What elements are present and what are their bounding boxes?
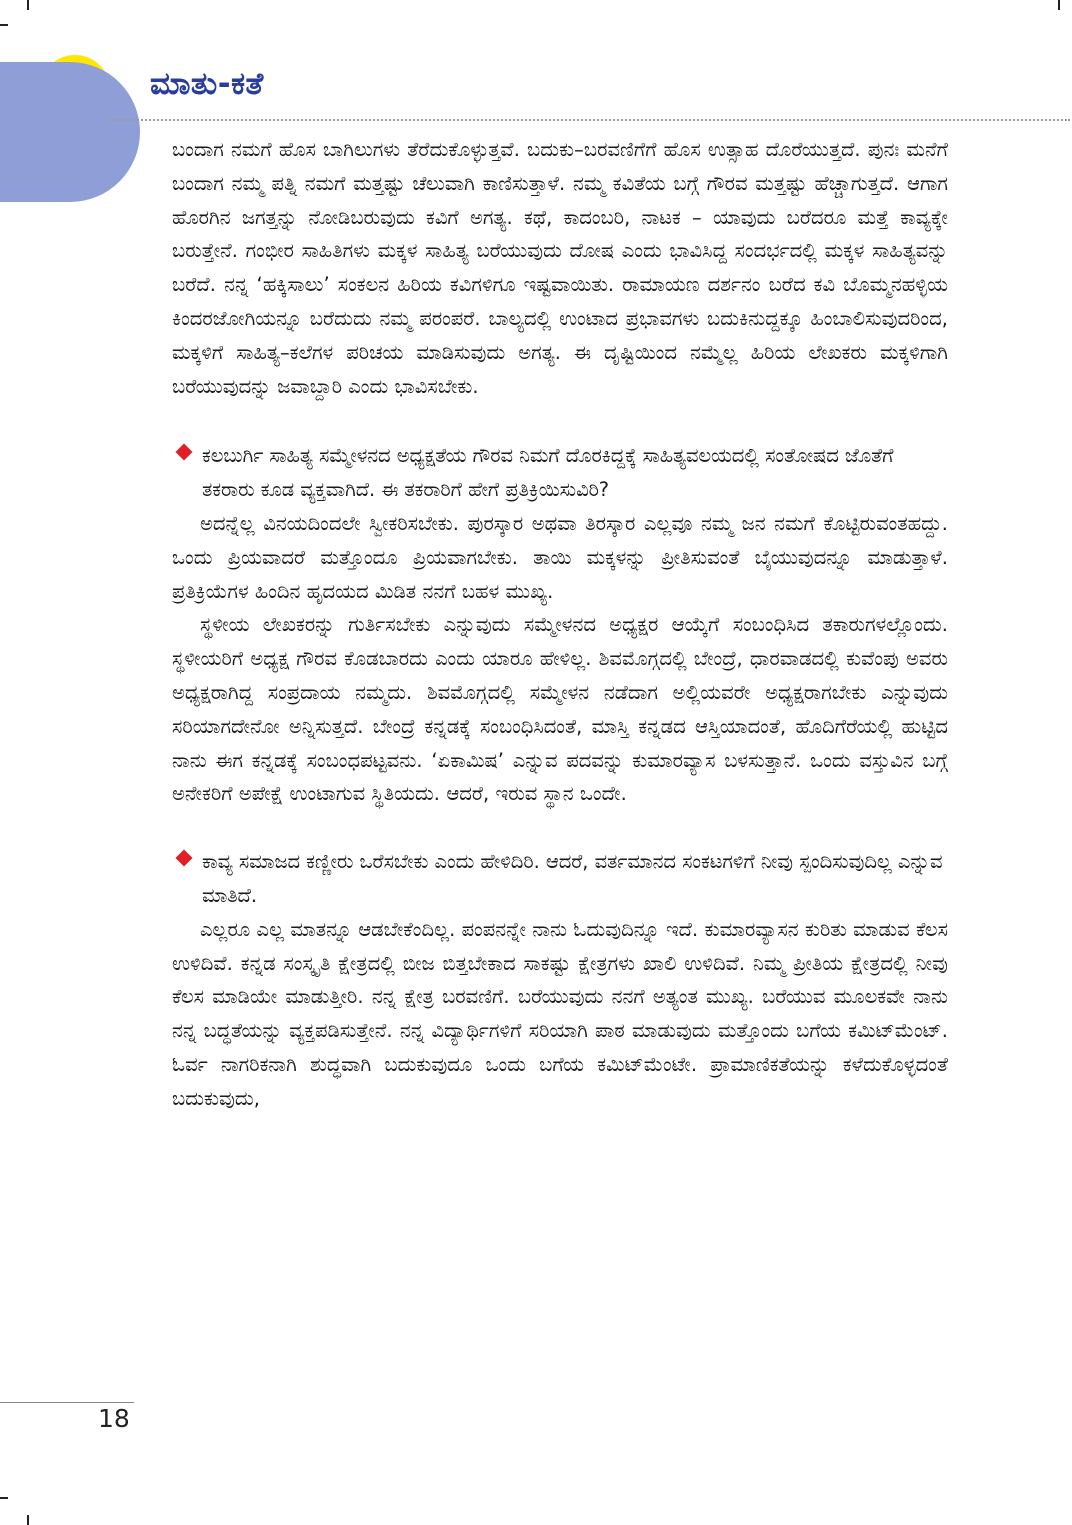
question-1 xyxy=(172,439,948,507)
crop-mark-left-upper xyxy=(0,24,8,26)
paragraph: ಬಂದಾಗ ನಮಗೆ ಹೊಸ ಬಾಗಿಲುಗಳು ತೆರೆದುಕೊಳ್ಳುತ್ತವೆ. ಬದುಕು–ಬರವಣಿಗೆಗೆ ಹೊಸ ಉತ್ಸಾಹ ದೊರೆಯುತ್ತದೆ. ಪುನಃ ಮನೆಗೆ ಬಂದಾಗ ನಮ್ಮ ಪತ್ನಿ ನಮಗೆ ಮತ್ತಷ್ಟು ಚೆಲುವಾಗಿ ಕಾಣಿಸುತ್ತಾಳೆ. ನಮ್ಮ ಕವಿತೆಯ ಬಗ್ಗೆ ಗೌರವ ಮತ್ತಷ್ಟು ಹೆಚ್ಚಾಗುತ್ತದೆ. ಆಗಾಗ ಹೊರಗಿನ ಜಗತ್ತನ್ನು ನೋಡಿಬರುವುದು ಕವಿಗೆ ಅಗತ್ಯ. ಕಥೆ, ಕಾದಂಬರಿ, ನಾಟಕ – ಯಾವುದು ಬರೆದರೂ ಮತ್ತೆ ಕಾವ್ಯಕ್ಕೇ ಬರುತ್ತೇನೆ. ಗಂಭೀರ ಸಾಹಿತಿಗಳು ಮಕ್ಕಳ ಸಾಹಿತ್ಯ ಬರೆಯುವುದು ದೋಷ ಎಂದು ಭಾವಿಸಿದ್ದ ಸಂದರ್ಭದಲ್ಲಿ ಮಕ್ಕಳ ಸಾಹಿತ್ಯವನ್ನು ಬರೆದೆ. ನನ್ನ ‘ಹಕ್ಕಿಸಾಲು’ ಸಂಕಲನ ಹಿರಿಯ ಕವಿಗಳಿಗೂ ಇಷ್ಟವಾಯಿತು. ರಾಮಾಯಣ ದರ್ಶನಂ ಬರೆದ ಕವಿ ಬೊಮ್ಮನಹಳ್ಳಿಯ ಕಿಂದರಜೋಗಿಯನ್ನೂ ಬರೆದುದು ನಮ್ಮ ಪರಂಪರೆ. ಬಾಲ್ಯದಲ್ಲಿ ಉಂಟಾದ ಪ್ರಭಾವಗಳು ಬದುಕಿನುದ್ದಕ್ಕೂ ಹಿಂಬಾಲಿಸುವುದರಿಂದ, ಮಕ್ಕಳಿಗೆ ಸಾಹಿತ್ಯ–ಕಲೆಗಳ ಪರಿಚಯ ಮಾಡಿಸುವುದು ಅಗತ್ಯ. ಈ ದೃಷ್ಟಿಯಿಂದ ನಮ್ಮೆಲ್ಲ ಹಿರಿಯ ಲೇಖಕರು ಮಕ್ಕಳಿಗಾಗಿ ಬರೆಯುವುದನ್ನು ಜವಾಬ್ದಾರಿ ಎಂದು ಭಾವಿಸಬೇಕು. xyxy=(172,138,948,398)
decorative-blue-semicircle xyxy=(0,62,140,202)
article-body xyxy=(172,133,948,1116)
red-diamond-bullet-icon xyxy=(176,444,193,461)
answer-paragraph: ಎಲ್ಲರೂ ಎಲ್ಲ ಮಾತನ್ನೂ ಆಡಬೇಕೆಂದಿಲ್ಲ. ಪಂಪನನ್ನೇ ನಾನು ಓದುವುದಿನ್ನೂ ಇದೆ. ಕುಮಾರವ್ಯಾಸನ ಕುರಿತು ಮಾಡುವ ಕೆಲಸ ಉಳಿದಿವೆ. ಕನ್ನಡ ಸಂಸ್ಕೃತಿ ಕ್ಷೇತ್ರದಲ್ಲಿ ಬೀಜ ಬಿತ್ತಬೇಕಾದ ಸಾಕಷ್ಟು ಕ್ಷೇತ್ರಗಳು ಖಾಲಿ ಉಳಿದಿವೆ. ನಿಮ್ಮ ಪ್ರೀತಿಯ ಕ್ಷೇತ್ರದಲ್ಲಿ ನೀವು ಕೆಲಸ ಮಾಡಿಯೇ ಮಾಡುತ್ತೀರಿ. ನನ್ನ ಕ್ಷೇತ್ರ ಬರವಣಿಗೆ. ಬರೆಯುವುದು ನನಗೆ ಅತ್ಯಂತ ಮುಖ್ಯ. ಬರೆಯುವ ಮೂಲಕವೇ ನಾನು ನನ್ನ ಬದ್ಧತೆಯನ್ನು ವ್ಯಕ್ತಪಡಿಸುತ್ತೇನೆ. ನನ್ನ ವಿದ್ಯಾರ್ಥಿಗಳಿಗೆ ಸರಿಯಾಗಿ ಪಾಠ ಮಾಡುವುದು ಮತ್ತೊಂದು ಬಗೆಯ ಕಮಿಟ್‌ಮೆಂಟ್. ಓರ್ವ ನಾಗರಿಕನಾಗಿ ಶುದ್ಧವಾಗಿ ಬದುಕುವುದೂ ಒಂದು ಬಗೆಯ ಕಮಿಟ್‌ಮೆಂಟೇ. ಪ್ರಾಮಾಣಿಕತೆಯನ್ನು ಕಳೆದುಕೊಳ್ಳದಂತೆ ಬದುಕುವುದು, xyxy=(172,917,948,1110)
crop-mark-left-lower xyxy=(0,1497,8,1499)
question-text: ಕಲಬುರ್ಗಿ ಸಾಹಿತ್ಯ ಸಮ್ಮೇಳನದ ಅಧ್ಯಕ್ಷತೆಯ ಗೌರವ ನಿಮಗೆ ದೊರಕಿದ್ದಕ್ಕೆ ಸಾಹಿತ್ಯವಲಯದಲ್ಲಿ ಸಂತೋಷದ ಜೊತೆಗೆ ತಕರಾರು ಕೂಡ ವ್ಯಕ್ತವಾಗಿದೆ. ಈ ತಕರಾರಿಗೆ ಹೇಗೆ ಪ್ರತಿಕ್ರಿಯಿಸುವಿರಿ? xyxy=(202,444,894,502)
dotted-divider xyxy=(110,119,1070,121)
section-title: ಮಾತು-ಕತೆ xyxy=(150,66,264,102)
answer-paragraph: ಅದನ್ನೆಲ್ಲ ವಿನಯದಿಂದಲೇ ಸ್ವೀಕರಿಸಬೇಕು. ಪುರಸ್ಕಾರ ಅಥವಾ ತಿರಸ್ಕಾರ ಎಲ್ಲವೂ ನಮ್ಮ ಜನ ನಮಗೆ ಕೊಟ್ಟಿರುವಂತಹದ್ದು. ಒಂದು ಪ್ರಿಯವಾದರೆ ಮತ್ತೊಂದೂ ಪ್ರಿಯವಾಗಬೇಕು. ತಾಯಿ ಮಕ್ಕಳನ್ನು ಪ್ರೀತಿಸುವಂತೆ ಬೈಯುವುದನ್ನೂ ಮಾಡುತ್ತಾಳೆ. ಪ್ರತಿಕ್ರಿಯೆಗಳ ಹಿಂದಿನ ಹೃದಯದ ಮಿಡಿತ ನನಗೆ ಬಹಳ ಮುಖ್ಯ. xyxy=(172,511,948,603)
page-number: 18 xyxy=(98,1404,130,1433)
crop-mark-bottom-left xyxy=(27,1515,29,1525)
crop-mark-top-left xyxy=(27,0,29,10)
question-text: ಕಾವ್ಯ ಸಮಾಜದ ಕಣ್ಣೀರು ಒರೆಸಬೇಕು ಎಂದು ಹೇಳಿದಿರಿ. ಆದರೆ, ವರ್ತಮಾನದ ಸಂಕಟಗಳಿಗೆ ನೀವು ಸ್ಪಂದಿಸುವುದಿಲ್ಲ ಎನ್ನುವ ಮಾತಿದೆ. xyxy=(202,850,943,907)
red-diamond-bullet-icon xyxy=(176,850,193,867)
answer-paragraph: ಸ್ಥಳೀಯ ಲೇಖಕರನ್ನು ಗುರ್ತಿಸಬೇಕು ಎನ್ನುವುದು ಸಮ್ಮೇಳನದ ಅಧ್ಯಕ್ಷರ ಆಯ್ಕೆಗೆ ಸಂಬಂಧಿಸಿದ ತಕಾರುಗಳಲ್ಲೊಂದು. ಸ್ಥಳೀಯರಿಗೆ ಅಧ್ಯಕ್ಷ ಗೌರವ ಕೊಡಬಾರದು ಎಂದು ಯಾರೂ ಹೇಳಿಲ್ಲ. ಶಿವಮೊಗ್ಗದಲ್ಲಿ ಬೇಂದ್ರೆ, ಧಾರವಾಡದಲ್ಲಿ ಕುವೆಂಪು ಅವರು ಅಧ್ಯಕ್ಷರಾಗಿದ್ದ ಸಂಪ್ರದಾಯ ನಮ್ಮದು. ಶಿವಮೊಗ್ಗದಲ್ಲಿ ಸಮ್ಮೇಳನ ನಡೆದಾಗ ಅಲ್ಲಿಯವರೇ ಅಧ್ಯಕ್ಷರಾಗಬೇಕು ಎನ್ನುವುದು ಸರಿಯಾಗದೇನೋ ಅನ್ನಿಸುತ್ತದೆ. ಬೇಂದ್ರೆ ಕನ್ನಡಕ್ಕೆ ಸಂಬಂಧಿಸಿದಂತೆ, ಮಾಸ್ತಿ ಕನ್ನಡದ ಆಸ್ತಿಯಾದಂತೆ, ಹೊದಿಗೆರೆಯಲ್ಲಿ ಹುಟ್ಟಿದ ನಾನು ಈಗ ಕನ್ನಡಕ್ಕೆ ಸಂಬಂಧಪಟ್ಟವನು. ‘ಏಕಾಮಿಷ’ ಎನ್ನುವ ಪದವನ್ನು ಕುಮಾರವ್ಯಾಸ ಬಳಸುತ್ತಾನೆ. ಒಂದು ವಸ್ತುವಿನ ಬಗ್ಗೆ ಅನೇಕರಿಗೆ ಅಪೇಕ್ಷೆ ಉಂಟಾಗುವ ಸ್ಥಿತಿಯದು. ಆದರೆ, ಇರುವ ಸ್ಥಾನ ಒಂದೇ. xyxy=(172,613,948,806)
footer-rule xyxy=(0,1402,134,1403)
crop-mark-top-right xyxy=(1058,0,1060,10)
question-2 xyxy=(172,845,948,913)
